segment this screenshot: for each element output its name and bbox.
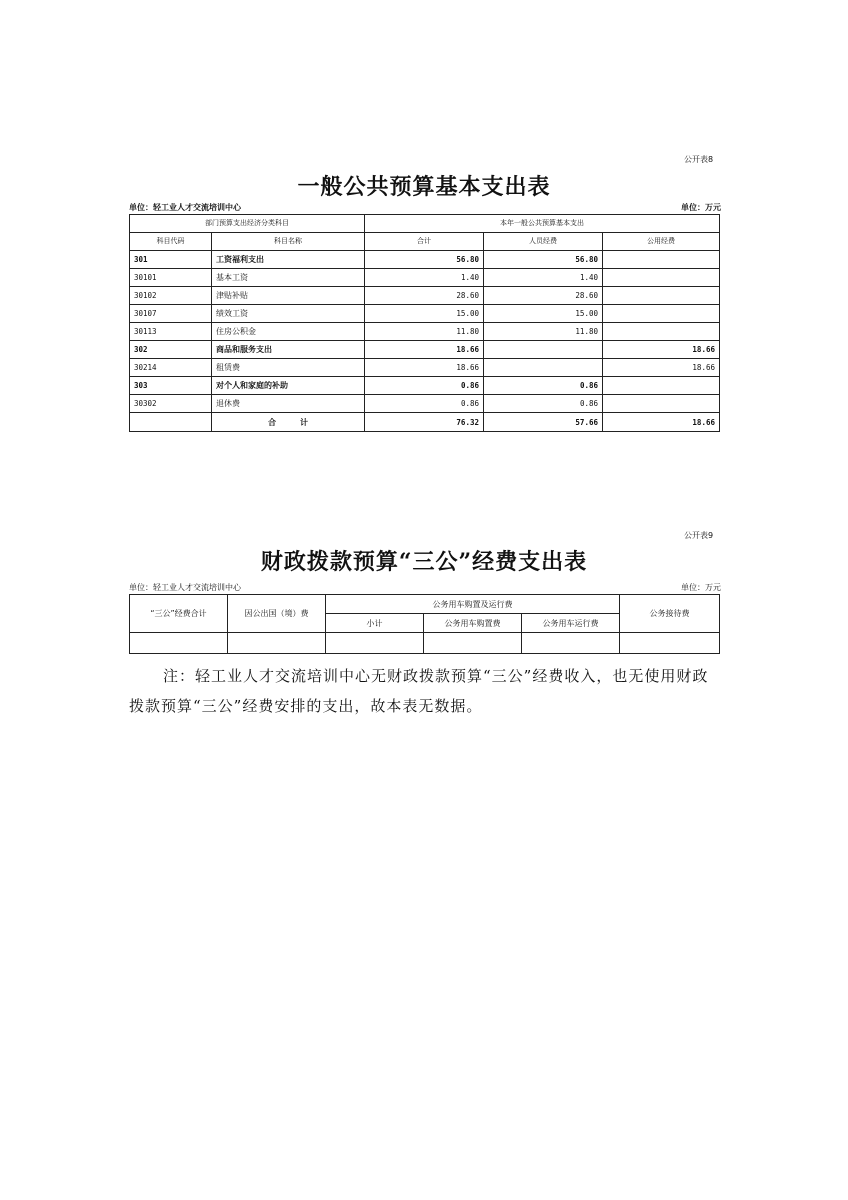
doc-number-8: 公开表8 bbox=[684, 155, 714, 164]
col-name-header: 科目名称 bbox=[212, 233, 365, 251]
row-public bbox=[603, 377, 720, 395]
total-sum: 76.32 bbox=[365, 413, 484, 432]
row-code: 30101 bbox=[130, 269, 212, 287]
empty-cell bbox=[620, 633, 720, 654]
header-group-right: 本年一般公共预算基本支出 bbox=[365, 215, 720, 233]
col-public-header: 公用经费 bbox=[603, 233, 720, 251]
row-personnel: 56.80 bbox=[484, 251, 603, 269]
total-public: 18.66 bbox=[603, 413, 720, 432]
table-row bbox=[130, 323, 720, 341]
row-total: 56.80 bbox=[365, 251, 484, 269]
empty-cell bbox=[228, 633, 326, 654]
row-personnel: 0.86 bbox=[484, 377, 603, 395]
row-public bbox=[603, 395, 720, 413]
row-name: 住房公积金 bbox=[212, 323, 365, 341]
row-total: 1.40 bbox=[365, 269, 484, 287]
total-label: 合 计 bbox=[212, 413, 365, 432]
row-code: 30302 bbox=[130, 395, 212, 413]
col-personnel-header: 人员经费 bbox=[484, 233, 603, 251]
col-subtotal: 小计 bbox=[326, 614, 424, 633]
table-row bbox=[130, 395, 720, 413]
table-row bbox=[130, 377, 720, 395]
empty-data-row bbox=[130, 633, 720, 654]
empty-cell bbox=[326, 633, 424, 654]
general-budget-basic-expenditure-table bbox=[129, 214, 720, 432]
row-name: 绩效工资 bbox=[212, 305, 365, 323]
row-public: 18.66 bbox=[603, 359, 720, 377]
table9-unit-right: 单位：万元 bbox=[681, 583, 721, 592]
row-public bbox=[603, 269, 720, 287]
total-row bbox=[130, 413, 720, 432]
table8-unit-right: 单位：万元 bbox=[681, 203, 721, 212]
header-group-left: 部门预算支出经济分类科目 bbox=[130, 215, 365, 233]
row-code: 30113 bbox=[130, 323, 212, 341]
col-vehicle-group: 公务用车购置及运行费 bbox=[326, 595, 620, 614]
row-total: 0.86 bbox=[365, 395, 484, 413]
empty-cell bbox=[130, 633, 228, 654]
table8-title: 一般公共预算基本支出表 bbox=[297, 174, 551, 200]
row-name: 津贴补贴 bbox=[212, 287, 365, 305]
row-code: 30107 bbox=[130, 305, 212, 323]
row-personnel: 11.80 bbox=[484, 323, 603, 341]
row-personnel bbox=[484, 359, 603, 377]
empty-cell bbox=[522, 633, 620, 654]
row-code: 301 bbox=[130, 251, 212, 269]
row-name: 退休费 bbox=[212, 395, 365, 413]
row-total: 0.86 bbox=[365, 377, 484, 395]
row-personnel: 15.00 bbox=[484, 305, 603, 323]
row-personnel bbox=[484, 341, 603, 359]
row-code: 30214 bbox=[130, 359, 212, 377]
col-total-header: 合计 bbox=[365, 233, 484, 251]
table-row bbox=[130, 305, 720, 323]
row-personnel: 1.40 bbox=[484, 269, 603, 287]
row-name: 工资福利支出 bbox=[212, 251, 365, 269]
col-three-public-total: “三公”经费合计 bbox=[130, 595, 228, 633]
col-vehicle-operation: 公务用车运行费 bbox=[522, 614, 620, 633]
table8-unit-left: 单位：轻工业人才交流培训中心 bbox=[129, 203, 241, 212]
row-name: 基本工资 bbox=[212, 269, 365, 287]
empty-cell bbox=[424, 633, 522, 654]
row-total: 18.66 bbox=[365, 359, 484, 377]
row-total: 18.66 bbox=[365, 341, 484, 359]
col-vehicle-purchase: 公务用车购置费 bbox=[424, 614, 522, 633]
row-total: 11.80 bbox=[365, 323, 484, 341]
total-code-cell bbox=[130, 413, 212, 432]
table-row bbox=[130, 359, 720, 377]
doc-number-9: 公开表9 bbox=[684, 531, 714, 540]
col-code-header: 科目代码 bbox=[130, 233, 212, 251]
table-row bbox=[130, 269, 720, 287]
row-public bbox=[603, 251, 720, 269]
row-public bbox=[603, 305, 720, 323]
col-reception-expense: 公务接待费 bbox=[620, 595, 720, 633]
row-name: 商品和服务支出 bbox=[212, 341, 365, 359]
row-public: 18.66 bbox=[603, 341, 720, 359]
row-public bbox=[603, 287, 720, 305]
table-row bbox=[130, 287, 720, 305]
total-personnel: 57.66 bbox=[484, 413, 603, 432]
col-abroad-expense: 因公出国（境）费 bbox=[228, 595, 326, 633]
row-code: 30102 bbox=[130, 287, 212, 305]
row-name: 租赁费 bbox=[212, 359, 365, 377]
row-public bbox=[603, 323, 720, 341]
row-personnel: 0.86 bbox=[484, 395, 603, 413]
table-row bbox=[130, 251, 720, 269]
row-code: 302 bbox=[130, 341, 212, 359]
table9-unit-left: 单位：轻工业人才交流培训中心 bbox=[129, 583, 241, 592]
table9-title: 财政拨款预算“三公”经费支出表 bbox=[260, 549, 588, 575]
table-row bbox=[130, 341, 720, 359]
note-paragraph: 注：轻工业人才交流培训中心无财政拨款预算“三公”经费收入，也无使用财政拨款预算“三公”经费安排的支出，故本表无数据。 bbox=[129, 667, 709, 715]
row-code: 303 bbox=[130, 377, 212, 395]
row-personnel: 28.60 bbox=[484, 287, 603, 305]
row-total: 28.60 bbox=[365, 287, 484, 305]
row-name: 对个人和家庭的补助 bbox=[212, 377, 365, 395]
three-public-expenses-table bbox=[129, 594, 720, 654]
row-total: 15.00 bbox=[365, 305, 484, 323]
